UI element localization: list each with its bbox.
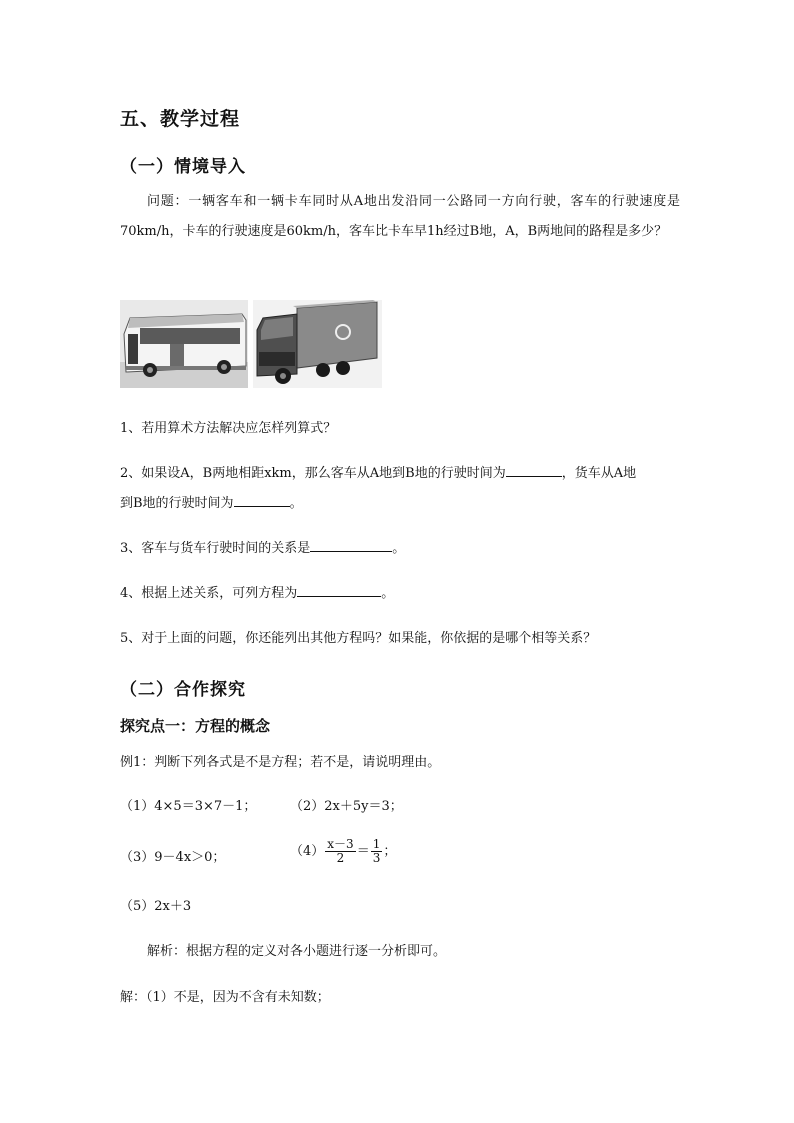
item-2: （2）2x＋5y＝3； (290, 799, 403, 814)
item-4-suffix: ； (383, 844, 397, 859)
answer-blank (310, 537, 392, 552)
question-2-text-d: 。 (289, 496, 303, 511)
answer-blank (297, 582, 381, 597)
question-3-text-a: 3、客车与货车行驶时间的关系是 (120, 541, 311, 556)
question-1: 1、若用算术方法解决应怎样列算式？ (120, 421, 337, 436)
question-4-text-a: 4、根据上述关系，可列方程为 (120, 586, 298, 601)
item-4 (290, 838, 396, 865)
part1-title: （一）情境导入 (120, 157, 246, 177)
example-1: 例1：判断下列各式是不是方程；若不是，请说明理由。 (120, 755, 441, 770)
question-3-text-b: 。 (392, 541, 406, 556)
item-5: （5）2x＋3 (120, 899, 192, 914)
solution-text: 解：（1）不是，因为不含有未知数； (120, 990, 330, 1005)
fraction-denominator: 2 (336, 851, 345, 865)
item-3: （3）9－4x＞0； (120, 850, 226, 865)
equals-sign: ＝ (356, 844, 370, 859)
fraction-left (325, 838, 355, 865)
fraction-numerator: 1 (372, 837, 381, 851)
problem-paragraph: 问题：一辆客车和一辆卡车同时从A地出发沿同一公路同一方向行驶，客车的行驶速度是70km/h，卡车的行驶速度是60km/h，客车比卡车早1h经过B地，A，B两地间的路程是多少？ (120, 194, 680, 239)
answer-blank (234, 492, 290, 507)
question-2-line-2 (120, 492, 303, 511)
question-2-text-b: ，货车从A地 (561, 466, 637, 481)
question-2-text-a: 2、如果设A，B两地相距xkm，那么客车从A地到B地的行驶时间为 (120, 466, 506, 481)
question-5: 5、对于上面的问题，你还能列出其他方程吗？如果能，你依据的是哪个相等关系？ (120, 631, 597, 646)
item-1: （1）4×5＝3×7－1； (120, 799, 257, 814)
bus-image (120, 300, 248, 388)
question-2-text-c: 到B地的行驶时间为 (120, 496, 234, 511)
item-4-prefix: （4） (290, 844, 325, 859)
fraction-right (371, 838, 383, 865)
question-3 (120, 537, 405, 556)
truck-image (253, 300, 382, 388)
answer-blank (506, 462, 562, 477)
question-4-text-b: 。 (381, 586, 395, 601)
part2-title: （二）合作探究 (120, 680, 246, 700)
analysis-text: 解析：根据方程的定义对各小题进行逐一分析即可。 (147, 944, 447, 959)
question-4 (120, 582, 394, 601)
fraction-numerator: x－3 (327, 837, 354, 851)
fraction-denominator: 3 (372, 851, 381, 865)
exploration-point-title: 探究点一：方程的概念 (120, 717, 271, 735)
question-2-line-1 (120, 462, 636, 481)
section-title: 五、教学过程 (120, 108, 241, 130)
